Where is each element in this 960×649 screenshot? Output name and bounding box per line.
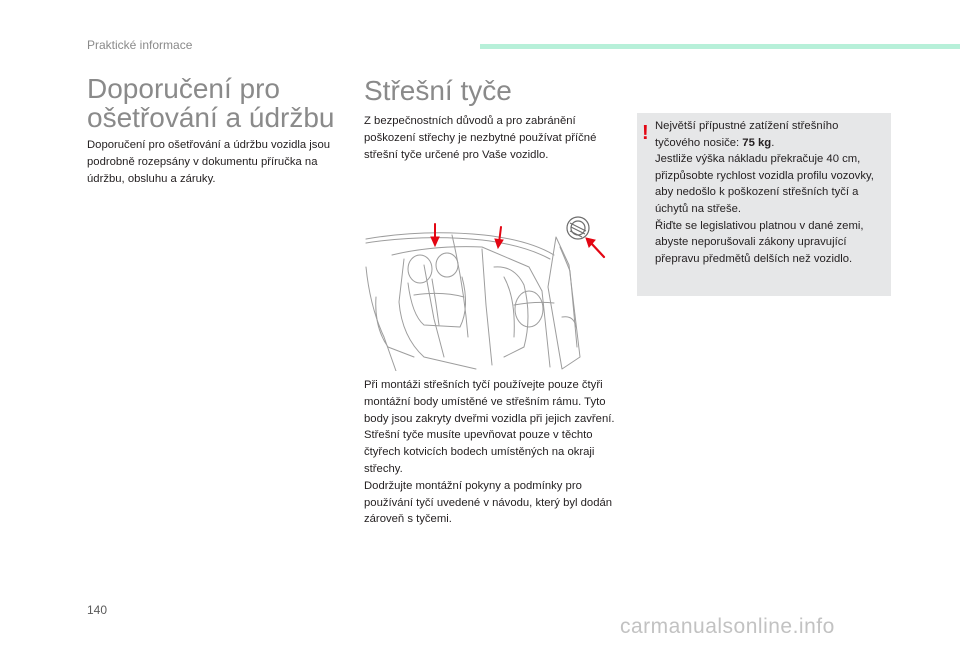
roof-bar-illustration [364, 207, 628, 371]
care-maintenance-title [87, 74, 357, 132]
header-accent-bar [480, 44, 960, 49]
warning-box [637, 113, 891, 296]
warning-load-value: 75 kg [742, 136, 772, 149]
exclamation-icon: ! [642, 122, 649, 144]
care-maintenance-text: Doporučení pro ošetřování a údržbu vozidla jsou podrobně rozepsány v dokumentu příručka na údržbu, obsluhu a záruky. [87, 139, 331, 185]
section-header: Praktické informace [87, 38, 193, 52]
mount-text-2: Střešní tyče musíte upevňovat pouze v těchto čtyřech kotvicích bodech umístěných na okraji střechy. [364, 429, 595, 475]
care-title-line1: Doporučení pro [87, 73, 281, 104]
warning-load-prefix: Největší přípustné zatížení střešního tyčového nosiče: [655, 120, 839, 149]
mount-text-1: Při montáži střešních tyčí používejte pouze čtyři montážní body umístěné ve střešním rámu. Tyto body jsou zakryty dveřmi vozidla při jejich zavření. [364, 379, 615, 425]
care-title-line2: ošetřování a údržbu [87, 102, 335, 133]
mounting-point-detail [567, 217, 589, 239]
roof-bars-title: Střešní tyče [364, 75, 512, 106]
mount-text-3: Dodržujte montážní pokyny a podmínky pro používání tyčí uvedené v návodu, který byl dodán zároveň s tyčemi. [364, 479, 613, 526]
warning-height-text: Jestliže výška nákladu překračuje 40 cm, přizpůsobte rychlost vozidla profilu vozovky, aby nedošlo k poškození střešních tyčí a úchytů na střeše. [655, 153, 874, 215]
mounting-instructions [364, 377, 629, 528]
warning-load-suffix: . [771, 136, 775, 149]
warning-legislation-text: Řiďte se legislativou platnou v dané zemi, abyste neporušovali zákony upravující přepravu předmětů delších než vozidlo. [655, 219, 864, 265]
roof-bars-intro: Z bezpečnostních důvodů a pro zabránění poškození střechy je nezbytné používat příčné střešní tyče určené pro Vaše vozidlo. [364, 115, 597, 161]
watermark: carmanualsonline.info [620, 615, 835, 638]
warning-text [655, 118, 881, 267]
page-number: 140 [87, 603, 108, 617]
